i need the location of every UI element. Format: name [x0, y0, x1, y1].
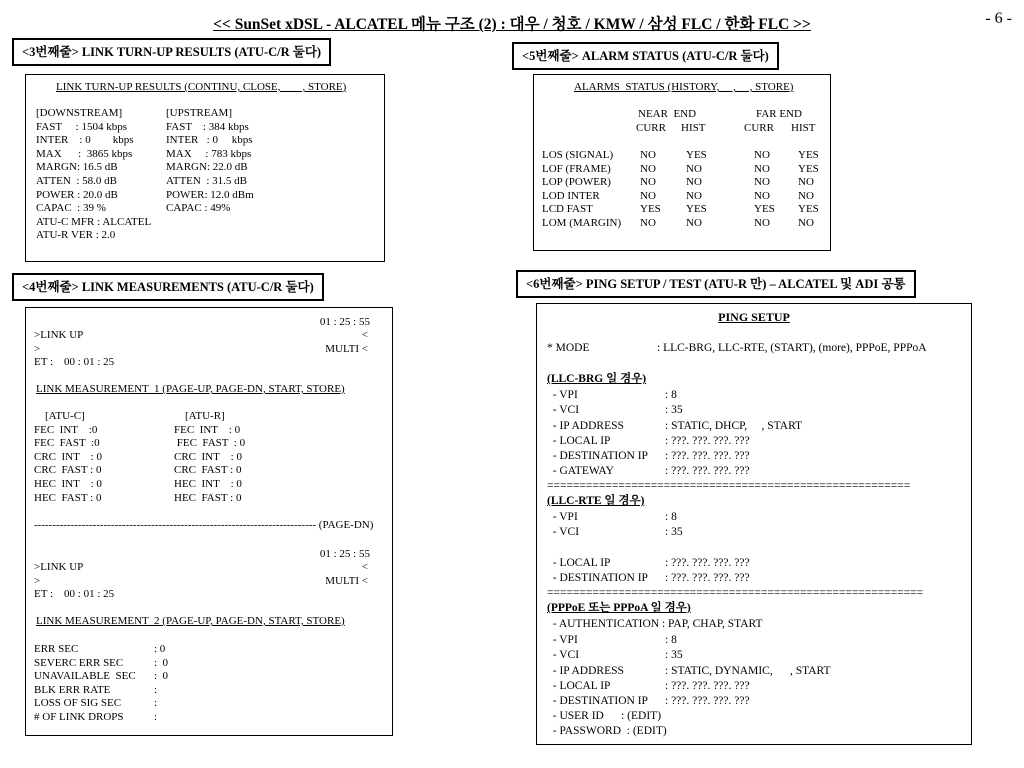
turnup-row: [36, 161, 376, 175]
alarm-row-cell: LOM (MARGIN): [542, 216, 622, 229]
page-title: << SunSet xDSL - ALCATEL 메뉴 구조 (2) : 대우 / 청호 / KMW / 삼성 FLC / 한화 FLC >>: [213, 16, 811, 33]
alarm-row-cell: NO: [686, 162, 702, 175]
ping-llcbrg-row: [547, 388, 967, 403]
alarm-row: [542, 163, 827, 177]
alarm-row: [542, 203, 827, 217]
measure2-row-cell: : 0: [154, 670, 169, 683]
turnup-row: [36, 216, 376, 230]
measure-divider: ----------------------------------------------------------------------------- (PAGE-DN): [34, 519, 374, 531]
measure2-row-cell: UNAVAILABLE SEC: [34, 670, 136, 683]
alarm-row-cell: LOF (FRAME): [542, 162, 611, 175]
measure2-row-cell: # OF LINK DROPS: [34, 710, 124, 723]
ping-llcbrg-row: [547, 449, 967, 464]
turnup-row: [36, 202, 376, 216]
measure2-row-cell: :: [154, 697, 158, 710]
ping-llcbrg-row-cell: - GATEWAY: [547, 465, 614, 478]
ping-pppoe-row-cell: : ???. ???. ???. ???: [665, 679, 750, 692]
ping-pppoe-row-cell: - LOCAL IP: [547, 679, 611, 692]
section-label-ping: <6번째줄> PING SETUP / TEST (ATU-R 만) – ALCATEL 및 ADI 공통: [516, 270, 916, 298]
measure2-row: [34, 684, 374, 698]
measure2-row: [34, 670, 374, 684]
measure-et-1: ET : 00 : 01 : 25: [34, 356, 115, 368]
ping-llcrte-rows-a: [547, 510, 967, 541]
section-label-alarm: <5번째줄> ALARM STATUS (ATU-C/R 둘다): [512, 42, 779, 70]
turnup-row-cell: POWER: 12.0 dBm: [166, 188, 254, 201]
alarm-row-cell: NO: [686, 176, 702, 189]
turnup-row: [36, 121, 376, 135]
ping-llcbrg-row-cell: - DESTINATION IP: [547, 450, 648, 463]
turnup-row-cell: POWER : 20.0 dB: [36, 188, 118, 201]
ping-llcbrg-row-cell: - IP ADDRESS: [547, 419, 624, 432]
measure1-row: [34, 424, 374, 438]
measure1-row-cell: CRC FAST : 0: [174, 464, 242, 477]
alarm-row-cell: NO: [754, 176, 770, 189]
turnup-row: [36, 134, 376, 148]
measure1-row: [34, 451, 374, 465]
alarm-row-cell: YES: [686, 149, 707, 161]
alarm-row-cell: NO: [686, 189, 702, 202]
alarm-row-cell: NO: [754, 216, 770, 229]
ping-llcbrg-row-cell: - VPI: [547, 389, 578, 401]
measure2-row-cell: : 0: [154, 656, 169, 669]
ping-llcbrg-row: [547, 434, 967, 449]
turnup-row-cell: CAPAC : 39 %: [36, 202, 106, 215]
alarm-near-hist: HIST: [681, 122, 706, 134]
measure1-row: [34, 478, 374, 492]
measure2-row-cell: :: [154, 683, 158, 696]
measure2-row-cell: ERR SEC: [34, 643, 79, 655]
ping-pppoe-title: (PPPoE 또는 PPPoA 일 경우): [547, 602, 691, 614]
ping-llcbrg-row: [547, 464, 967, 479]
turnup-row: [36, 148, 376, 162]
alarm-row-cell: NO: [798, 189, 814, 202]
ping-llcbrg-rows: [547, 388, 967, 480]
ping-pppoe-pass: - PASSWORD : (EDIT): [547, 725, 667, 737]
ping-pppoe-row-cell: : STATIC, DYNAMIC, , START: [665, 664, 831, 677]
ping-llcrte-row: [547, 571, 967, 586]
alarm-row-cell: NO: [640, 189, 656, 202]
alarm-row: [542, 149, 827, 163]
ping-pppoe-row-cell: - VPI: [547, 634, 578, 646]
turnup-row: [36, 175, 376, 189]
ping-separator-2: ==========================================================: [547, 587, 924, 599]
measure-link-up-2: >LINK UP: [34, 561, 84, 573]
measure1-row-cell: HEC FAST : 0: [34, 491, 102, 504]
ping-separator-1: ========================================================: [547, 480, 911, 492]
ping-llcrte-row: [547, 525, 967, 540]
ping-panel: [536, 303, 972, 745]
ping-llcrte-row-cell: : ???. ???. ???. ???: [665, 572, 750, 585]
page-number: - 6 -: [985, 10, 1012, 27]
ping-pppoe-rows: [547, 633, 967, 709]
measure-time-1: 01 : 25 : 55: [319, 316, 370, 328]
ping-llcrte-rows-b: [547, 556, 967, 587]
turnup-row-cell: [DOWNSTREAM]: [36, 107, 123, 119]
alarm-far-end: FAR END: [756, 108, 802, 120]
measure2-row: [34, 711, 374, 725]
measure1-row-cell: CRC FAST : 0: [34, 464, 102, 477]
ping-llcrte-row-cell: - VCI: [547, 526, 580, 539]
measure-lt-2: <: [361, 561, 368, 573]
ping-llcrte-row-cell: : 8: [665, 511, 677, 523]
measure1-row-cell: [ATU-C]: [34, 410, 85, 422]
alarm-row-cell: NO: [686, 216, 702, 229]
turnup-row: [36, 189, 376, 203]
turnup-row: [36, 107, 376, 121]
ping-pppoe-row: [547, 648, 967, 663]
ping-llcrte-row: [547, 510, 967, 525]
ping-mode-value: : LLC-BRG, LLC-RTE, (START), (more), PPPoE, PPPoA: [657, 342, 927, 354]
alarm-far-curr: CURR: [744, 122, 774, 134]
ping-llcrte-row-cell: - DESTINATION IP: [547, 572, 648, 585]
measure-rows-1: [34, 410, 374, 505]
ping-llcbrg-row-cell: : STATIC, DHCP, , START: [665, 419, 803, 432]
turnup-row-cell: MAX : 3865 kbps: [36, 147, 133, 160]
alarm-row-cell: NO: [640, 149, 656, 161]
measure2-row-cell: LOSS OF SIG SEC: [34, 697, 122, 710]
measure-header-2: LINK MEASUREMENT 2 (PAGE-UP, PAGE-DN, START, STORE): [36, 615, 345, 627]
measure-gt-2: >: [34, 575, 41, 587]
alarm-far-hist: HIST: [791, 122, 816, 134]
measure2-row: [34, 697, 374, 711]
ping-llcbrg-row-cell: : 35: [665, 404, 683, 417]
ping-llcbrg-row: [547, 419, 967, 434]
ping-pppoe-row-cell: - IP ADDRESS: [547, 664, 624, 677]
alarm-row-cell: LOP (POWER): [542, 176, 611, 189]
measure2-row-cell: SEVERC ERR SEC: [34, 656, 124, 669]
alarm-near-curr: CURR: [636, 122, 666, 134]
measure1-row-cell: FEC FAST : 0: [174, 437, 246, 450]
alarm-row-cell: YES: [686, 203, 707, 216]
alarm-row-cell: NO: [754, 162, 770, 175]
measure1-row: [34, 492, 374, 506]
alarm-row: [542, 217, 827, 231]
alarm-header: ALARMS STATUS (HISTORY, , , STORE): [574, 81, 794, 93]
measure1-row-cell: HEC INT : 0: [34, 477, 102, 490]
ping-llcbrg-row-cell: : ???. ???. ???. ???: [665, 450, 750, 463]
measure-header-1: LINK MEASUREMENT 1 (PAGE-UP, PAGE-DN, START, STORE): [36, 383, 345, 395]
alarm-row-cell: NO: [640, 162, 656, 175]
alarm-row-cell: YES: [754, 203, 775, 216]
measure-multi-1: MULTI <: [325, 343, 368, 355]
turnup-row-cell: ATTEN : 58.0 dB: [36, 174, 117, 187]
turnup-row-cell: FAST : 384 kbps: [166, 120, 249, 133]
alarm-rows: [542, 149, 827, 231]
ping-llcbrg-row-cell: : 8: [665, 389, 677, 401]
turnup-row-cell: MAX : 783 kbps: [166, 147, 252, 160]
ping-llcbrg-row-cell: : ???. ???. ???. ???: [665, 434, 750, 447]
measure1-row-cell: CRC INT : 0: [174, 450, 242, 463]
ping-pppoe-row: [547, 633, 967, 648]
turnup-row-cell: INTER : 0 kbps: [36, 134, 134, 147]
measure1-row-cell: HEC FAST : 0: [174, 491, 242, 504]
measure2-row-cell: :: [154, 710, 158, 723]
ping-pppoe-auth: - AUTHENTICATION : PAP, CHAP, START: [547, 618, 763, 630]
turnup-panel: [25, 74, 385, 262]
turnup-row-cell: CAPAC : 49%: [166, 202, 231, 215]
alarm-row-cell: NO: [754, 149, 770, 161]
turnup-row-cell: ATU-R VER : 2.0: [36, 229, 116, 242]
ping-llcbrg-row-cell: - VCI: [547, 404, 580, 417]
ping-pppoe-user: - USER ID : (EDIT): [547, 710, 662, 722]
alarm-row-cell: NO: [640, 216, 656, 229]
measure1-row-cell: HEC INT : 0: [174, 477, 242, 490]
ping-pppoe-row: [547, 664, 967, 679]
ping-llcrte-title: (LLC-RTE 일 경우): [547, 495, 645, 507]
alarm-row-cell: YES: [798, 203, 819, 216]
ping-pppoe-row-cell: - VCI: [547, 649, 580, 662]
measure-panel: [25, 307, 393, 736]
ping-llcrte-row-cell: : 35: [665, 526, 683, 539]
ping-pppoe-row-cell: : 35: [665, 649, 683, 662]
alarm-row-cell: YES: [798, 162, 819, 175]
ping-title: PING SETUP: [718, 310, 790, 324]
measure-et-2: ET : 00 : 01 : 25: [34, 588, 115, 600]
measure-lt-1: <: [361, 329, 368, 341]
measure2-row: [34, 643, 374, 657]
turnup-header: LINK TURN-UP RESULTS (CONTINU, CLOSE, , STORE): [56, 81, 347, 93]
measure-rows-2: [34, 643, 374, 725]
alarm-row-cell: LOS (SIGNAL): [542, 149, 614, 161]
turnup-row-cell: FAST : 1504 kbps: [36, 120, 127, 133]
turnup-row-cell: MARGN: 22.0 dB: [166, 161, 248, 174]
alarm-row-cell: NO: [798, 176, 814, 189]
ping-pppoe-row: [547, 694, 967, 709]
ping-llcbrg-row-cell: : ???. ???. ???. ???: [665, 465, 750, 478]
alarm-row: [542, 190, 827, 204]
measure2-row-cell: BLK ERR RATE: [34, 683, 111, 696]
measure-gt-1: >: [34, 343, 41, 355]
ping-pppoe-row-cell: : 8: [665, 634, 677, 646]
measure-link-up-1: >LINK UP: [34, 329, 84, 341]
section-label-turnup: <3번째줄> LINK TURN-UP RESULTS (ATU-C/R 둘다): [12, 38, 331, 66]
measure-time-2: 01 : 25 : 55: [319, 548, 370, 560]
turnup-row-cell: INTER : 0 kbps: [166, 134, 253, 147]
measure-multi-2: MULTI <: [325, 575, 368, 587]
ping-pppoe-row-cell: : ???. ???. ???. ???: [665, 695, 750, 708]
ping-pppoe-row-cell: - DESTINATION IP: [547, 695, 648, 708]
turnup-rows: [36, 107, 376, 243]
alarm-row-cell: NO: [754, 189, 770, 202]
alarm-row-cell: NO: [798, 216, 814, 229]
turnup-row-cell: [UPSTREAM]: [166, 107, 233, 119]
measure1-row: [34, 410, 374, 424]
measure1-row: [34, 437, 374, 451]
turnup-row-cell: ATTEN : 31.5 dB: [166, 174, 247, 187]
ping-llcrte-row-cell: - VPI: [547, 511, 578, 523]
ping-llcbrg-title: (LLC-BRG 일 경우): [547, 373, 647, 385]
alarm-panel: [533, 74, 831, 251]
ping-llcbrg-row-cell: - LOCAL IP: [547, 434, 611, 447]
alarm-row-cell: YES: [798, 149, 819, 161]
measure1-row-cell: FEC INT : 0: [174, 423, 241, 436]
ping-llcrte-row-cell: : ???. ???. ???. ???: [665, 557, 750, 569]
measure1-row-cell: FEC FAST :0: [34, 437, 100, 450]
ping-llcrte-row: [547, 556, 967, 571]
alarm-near-end: NEAR END: [638, 108, 697, 120]
section-label-measure: <4번째줄> LINK MEASUREMENTS (ATU-C/R 둘다): [12, 273, 324, 301]
alarm-row-cell: LOD INTER: [542, 189, 600, 202]
measure1-row: [34, 464, 374, 478]
ping-llcrte-row-cell: - LOCAL IP: [547, 557, 611, 569]
turnup-row-cell: MARGN: 16.5 dB: [36, 161, 118, 174]
turnup-row: [36, 229, 376, 243]
measure2-row-cell: : 0: [154, 643, 166, 655]
measure1-row-cell: CRC INT : 0: [34, 450, 102, 463]
alarm-row: [542, 176, 827, 190]
measure1-row-cell: FEC INT :0: [34, 423, 98, 436]
turnup-row-cell: ATU-C MFR : ALCATEL: [36, 215, 152, 228]
ping-mode-label: * MODE: [547, 342, 590, 354]
alarm-row-cell: YES: [640, 203, 661, 216]
ping-llcbrg-row: [547, 403, 967, 418]
alarm-row-cell: NO: [640, 176, 656, 189]
measure1-row-cell: [ATU-R]: [174, 410, 225, 422]
alarm-row-cell: LCD FAST: [542, 203, 593, 216]
ping-pppoe-row: [547, 679, 967, 694]
measure2-row: [34, 657, 374, 671]
